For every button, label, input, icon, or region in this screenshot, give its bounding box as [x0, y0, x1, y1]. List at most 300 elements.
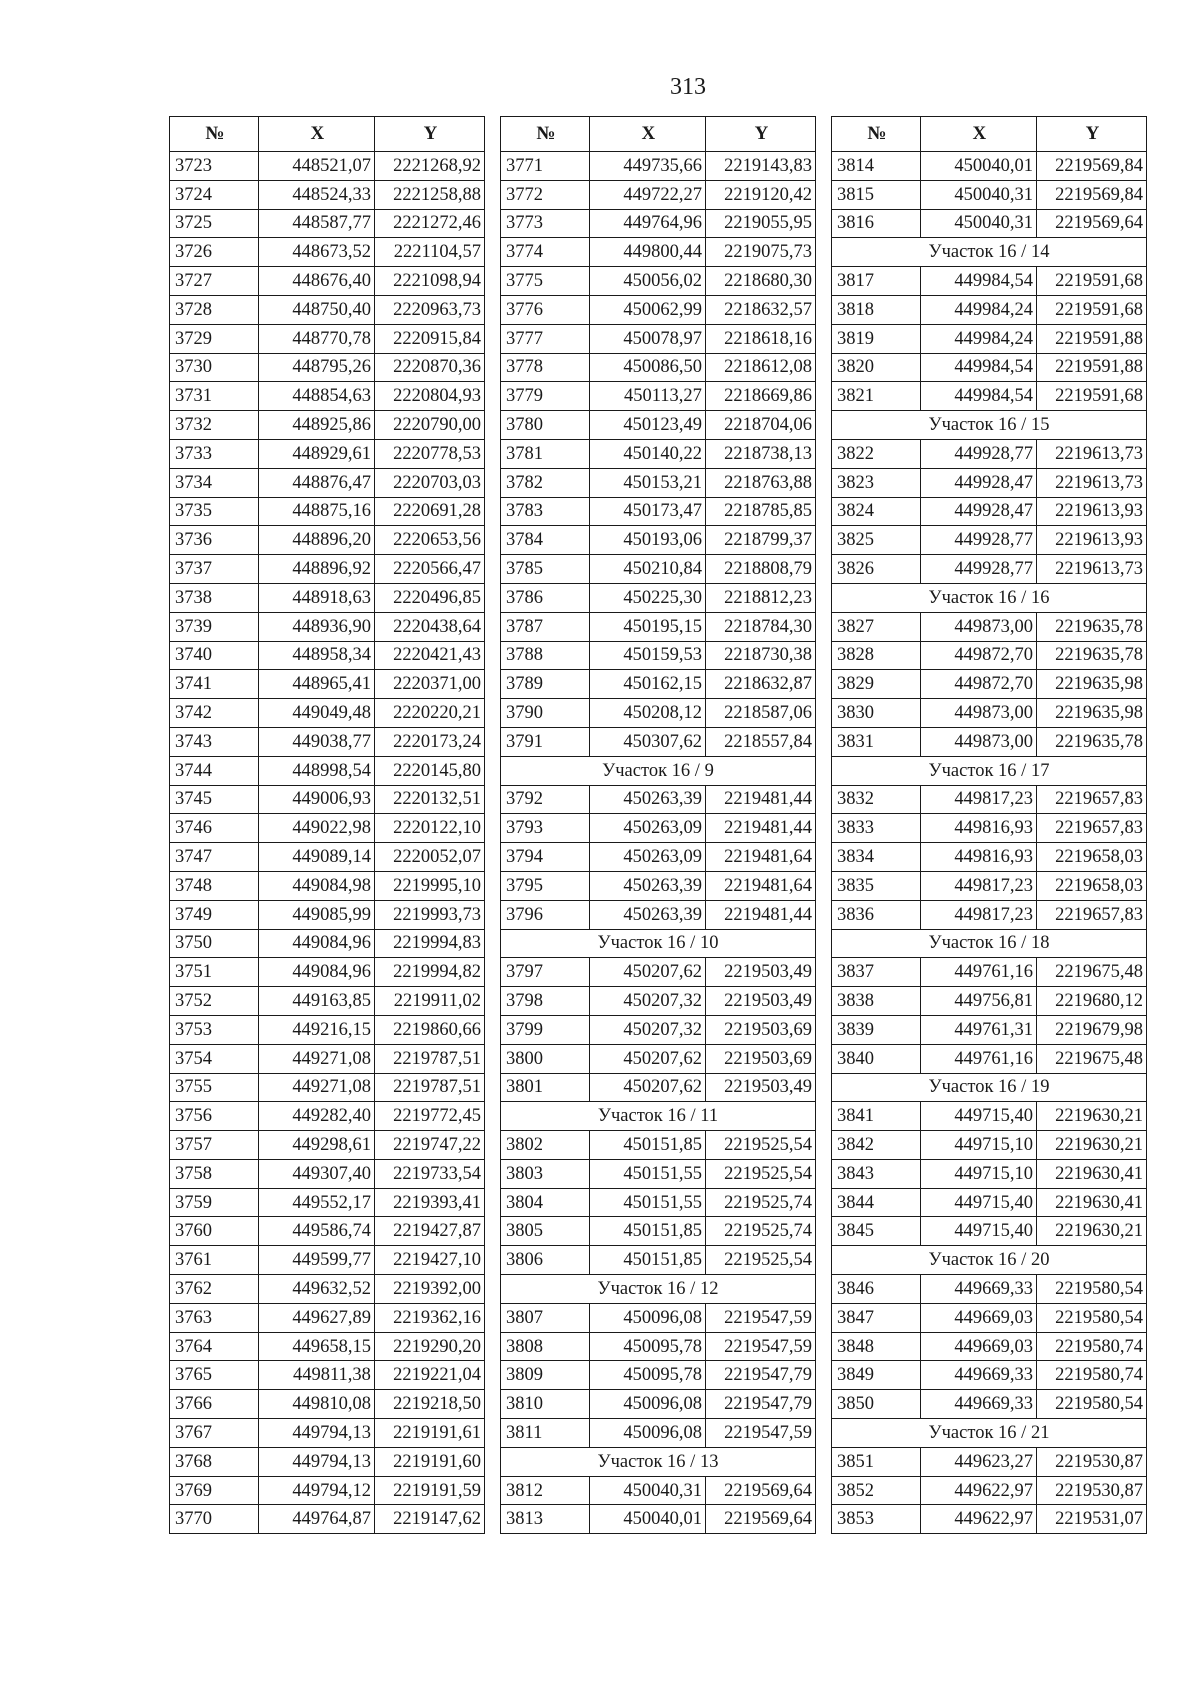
point-number-cell: 3736 [170, 526, 259, 555]
table-row [501, 699, 816, 728]
point-number-cell: 3751 [170, 958, 259, 987]
table-row [170, 670, 485, 699]
point-number-cell: 3845 [832, 1217, 921, 1246]
section-title: Участок 16 / 9 [501, 756, 816, 785]
point-number-cell: 3851 [832, 1447, 921, 1476]
table-row [832, 1447, 1147, 1476]
table-row [170, 814, 485, 843]
table-row [832, 670, 1147, 699]
y-coordinate-cell: 2220804,93 [374, 382, 484, 411]
point-number-cell: 3737 [170, 555, 259, 584]
table-row [501, 439, 816, 468]
x-coordinate-cell: 448965,41 [258, 670, 374, 699]
table-row [170, 843, 485, 872]
table-row [501, 1188, 816, 1217]
x-coordinate-cell: 450173,47 [589, 497, 705, 526]
table-row [832, 987, 1147, 1016]
table-row [170, 1361, 485, 1390]
x-coordinate-cell: 448998,54 [258, 756, 374, 785]
table-row [832, 382, 1147, 411]
table-row [170, 497, 485, 526]
table-row [501, 1044, 816, 1073]
table-row [170, 900, 485, 929]
x-coordinate-cell: 449163,85 [258, 987, 374, 1016]
y-coordinate-cell: 2220122,10 [374, 814, 484, 843]
y-coordinate-cell: 2219547,59 [705, 1332, 815, 1361]
x-coordinate-cell: 449761,16 [920, 1044, 1036, 1073]
x-coordinate-cell: 449984,24 [920, 295, 1036, 324]
y-coordinate-cell: 2218730,38 [705, 641, 815, 670]
table-row [832, 727, 1147, 756]
table-row [170, 439, 485, 468]
x-coordinate-cell: 448925,86 [258, 411, 374, 440]
section-title: Участок 16 / 10 [501, 929, 816, 958]
x-coordinate-cell: 449623,27 [920, 1447, 1036, 1476]
y-coordinate-cell: 2218763,88 [705, 468, 815, 497]
table-row [832, 526, 1147, 555]
x-coordinate-cell: 450040,31 [589, 1476, 705, 1505]
y-coordinate-cell: 2219055,95 [705, 209, 815, 238]
point-number-cell: 3744 [170, 756, 259, 785]
x-coordinate-cell: 449817,23 [920, 871, 1036, 900]
table-row [501, 1390, 816, 1419]
table-row [170, 1332, 485, 1361]
x-coordinate-cell: 449271,08 [258, 1073, 374, 1102]
point-number-cell: 3756 [170, 1102, 259, 1131]
table-row [832, 1505, 1147, 1534]
y-coordinate-cell: 2219635,98 [1036, 670, 1146, 699]
section-row [501, 756, 816, 785]
point-number-cell: 3849 [832, 1361, 921, 1390]
point-number-cell: 3831 [832, 727, 921, 756]
x-coordinate-cell: 450151,85 [589, 1246, 705, 1275]
x-coordinate-cell: 450151,85 [589, 1217, 705, 1246]
section-row [501, 1275, 816, 1304]
x-coordinate-cell: 449984,54 [920, 267, 1036, 296]
y-coordinate-cell: 2219675,48 [1036, 958, 1146, 987]
y-coordinate-cell: 2219613,93 [1036, 497, 1146, 526]
table-row [170, 1073, 485, 1102]
table-row [170, 1303, 485, 1332]
table-row [501, 1419, 816, 1448]
x-coordinate-cell: 448875,16 [258, 497, 374, 526]
x-coordinate-cell: 450307,62 [589, 727, 705, 756]
point-number-cell: 3752 [170, 987, 259, 1016]
y-coordinate-cell: 2219772,45 [374, 1102, 484, 1131]
point-number-cell: 3810 [501, 1390, 590, 1419]
x-coordinate-cell: 449715,10 [920, 1159, 1036, 1188]
point-number-cell: 3745 [170, 785, 259, 814]
table-row [501, 583, 816, 612]
x-coordinate-cell: 448750,40 [258, 295, 374, 324]
table-row [501, 1015, 816, 1044]
table-row [501, 987, 816, 1016]
x-coordinate-cell: 450193,06 [589, 526, 705, 555]
y-coordinate-cell: 2219630,21 [1036, 1217, 1146, 1246]
y-coordinate-cell: 2218669,86 [705, 382, 815, 411]
point-number-cell: 3746 [170, 814, 259, 843]
table-row [832, 1102, 1147, 1131]
y-coordinate-cell: 2219503,49 [705, 1073, 815, 1102]
point-number-cell: 3819 [832, 324, 921, 353]
x-coordinate-cell: 450225,30 [589, 583, 705, 612]
x-coordinate-cell: 449085,99 [258, 900, 374, 929]
y-coordinate-cell: 2219547,79 [705, 1361, 815, 1390]
point-number-cell: 3759 [170, 1188, 259, 1217]
table-row [170, 1188, 485, 1217]
y-coordinate-cell: 2220220,21 [374, 699, 484, 728]
point-number-cell: 3791 [501, 727, 590, 756]
point-number-cell: 3735 [170, 497, 259, 526]
y-coordinate-cell: 2218680,30 [705, 267, 815, 296]
table-row [501, 612, 816, 641]
x-coordinate-cell: 449928,77 [920, 439, 1036, 468]
x-coordinate-cell: 450140,22 [589, 439, 705, 468]
table-row [501, 180, 816, 209]
x-coordinate-cell: 450040,31 [920, 180, 1036, 209]
table-row [501, 497, 816, 526]
coordinate-table-2 [500, 116, 816, 1534]
x-coordinate-cell: 450056,02 [589, 267, 705, 296]
point-number-cell: 3843 [832, 1159, 921, 1188]
table-row [170, 987, 485, 1016]
table-header-row [170, 117, 485, 152]
point-number-cell: 3815 [832, 180, 921, 209]
table-row [832, 1015, 1147, 1044]
point-number-cell: 3834 [832, 843, 921, 872]
x-coordinate-cell: 449669,33 [920, 1275, 1036, 1304]
table-row [501, 785, 816, 814]
point-number-cell: 3730 [170, 353, 259, 382]
y-coordinate-cell: 2219569,64 [705, 1476, 815, 1505]
x-coordinate-cell: 450096,08 [589, 1419, 705, 1448]
table-row [832, 785, 1147, 814]
y-coordinate-cell: 2219630,41 [1036, 1159, 1146, 1188]
point-number-cell: 3833 [832, 814, 921, 843]
point-number-cell: 3813 [501, 1505, 590, 1534]
y-coordinate-cell: 2220566,47 [374, 555, 484, 584]
point-number-cell: 3822 [832, 439, 921, 468]
point-number-cell: 3829 [832, 670, 921, 699]
point-number-cell: 3757 [170, 1131, 259, 1160]
table-row [170, 267, 485, 296]
y-coordinate-cell: 2218704,06 [705, 411, 815, 440]
x-coordinate-cell: 449658,15 [258, 1332, 374, 1361]
x-coordinate-cell: 448896,20 [258, 526, 374, 555]
x-coordinate-cell: 448854,63 [258, 382, 374, 411]
point-number-cell: 3743 [170, 727, 259, 756]
point-number-cell: 3773 [501, 209, 590, 238]
point-number-cell: 3785 [501, 555, 590, 584]
point-number-cell: 3747 [170, 843, 259, 872]
table-row [501, 295, 816, 324]
table-row [501, 1073, 816, 1102]
point-number-cell: 3769 [170, 1476, 259, 1505]
section-title: Участок 16 / 20 [832, 1246, 1147, 1275]
table-row [170, 324, 485, 353]
table-row [832, 267, 1147, 296]
y-coordinate-cell: 2219075,73 [705, 238, 815, 267]
y-coordinate-cell: 2219191,60 [374, 1447, 484, 1476]
section-title: Участок 16 / 12 [501, 1275, 816, 1304]
table-row [501, 670, 816, 699]
table-row [170, 871, 485, 900]
table-row [832, 1131, 1147, 1160]
table-row [501, 1217, 816, 1246]
y-coordinate-cell: 2219591,68 [1036, 382, 1146, 411]
point-number-cell: 3723 [170, 152, 259, 181]
point-number-cell: 3775 [501, 267, 590, 296]
table-row [832, 814, 1147, 843]
point-number-cell: 3853 [832, 1505, 921, 1534]
y-coordinate-cell: 2219613,73 [1036, 468, 1146, 497]
point-number-cell: 3777 [501, 324, 590, 353]
table-row [170, 1159, 485, 1188]
section-row [832, 1073, 1147, 1102]
x-coordinate-cell: 450095,78 [589, 1332, 705, 1361]
table-row [501, 353, 816, 382]
table-row [832, 497, 1147, 526]
table-row [832, 1044, 1147, 1073]
point-number-cell: 3765 [170, 1361, 259, 1390]
point-number-cell: 3786 [501, 583, 590, 612]
table-row [501, 814, 816, 843]
y-coordinate-cell: 2220052,07 [374, 843, 484, 872]
point-number-cell: 3789 [501, 670, 590, 699]
y-coordinate-cell: 2219503,69 [705, 1015, 815, 1044]
x-coordinate-cell: 449084,98 [258, 871, 374, 900]
x-coordinate-cell: 448770,78 [258, 324, 374, 353]
table-row [170, 555, 485, 584]
table-row [170, 180, 485, 209]
y-coordinate-cell: 2218808,79 [705, 555, 815, 584]
y-coordinate-cell: 2220778,53 [374, 439, 484, 468]
point-number-cell: 3764 [170, 1332, 259, 1361]
x-coordinate-cell: 449761,16 [920, 958, 1036, 987]
x-coordinate-cell: 450207,62 [589, 958, 705, 987]
table-row [170, 353, 485, 382]
table-row [832, 612, 1147, 641]
point-number-cell: 3750 [170, 929, 259, 958]
table-row [832, 900, 1147, 929]
section-title: Участок 16 / 13 [501, 1447, 816, 1476]
point-number-cell: 3852 [832, 1476, 921, 1505]
table-row [170, 468, 485, 497]
point-number-cell: 3768 [170, 1447, 259, 1476]
point-number-cell: 3727 [170, 267, 259, 296]
y-coordinate-cell: 2219680,12 [1036, 987, 1146, 1016]
x-coordinate-cell: 450151,85 [589, 1131, 705, 1160]
section-row [832, 1246, 1147, 1275]
x-coordinate-cell: 449622,97 [920, 1505, 1036, 1534]
point-number-cell: 3779 [501, 382, 590, 411]
x-coordinate-cell: 449872,70 [920, 670, 1036, 699]
section-title: Участок 16 / 19 [832, 1073, 1147, 1102]
y-coordinate-cell: 2219613,73 [1036, 555, 1146, 584]
y-coordinate-cell: 2219679,98 [1036, 1015, 1146, 1044]
table-row [501, 526, 816, 555]
table-row [501, 1361, 816, 1390]
y-coordinate-cell: 2218612,08 [705, 353, 815, 382]
x-coordinate-cell: 448795,26 [258, 353, 374, 382]
y-coordinate-cell: 2219994,82 [374, 958, 484, 987]
point-number-cell: 3841 [832, 1102, 921, 1131]
y-coordinate-cell: 2218799,37 [705, 526, 815, 555]
y-coordinate-cell: 2219658,03 [1036, 871, 1146, 900]
x-coordinate-cell: 449764,96 [589, 209, 705, 238]
x-coordinate-cell: 449735,66 [589, 152, 705, 181]
table-row [501, 1505, 816, 1534]
x-coordinate-cell: 449049,48 [258, 699, 374, 728]
y-coordinate-cell: 2219569,64 [705, 1505, 815, 1534]
y-coordinate-cell: 2220963,73 [374, 295, 484, 324]
point-number-cell: 3742 [170, 699, 259, 728]
x-coordinate-cell: 449761,31 [920, 1015, 1036, 1044]
coordinate-table-3 [831, 116, 1147, 1534]
x-coordinate-cell: 450210,84 [589, 555, 705, 584]
point-number-cell: 3734 [170, 468, 259, 497]
x-coordinate-cell: 450096,08 [589, 1303, 705, 1332]
y-coordinate-cell: 2219657,83 [1036, 814, 1146, 843]
y-coordinate-cell: 2219860,66 [374, 1015, 484, 1044]
table-row [170, 1246, 485, 1275]
x-coordinate-cell: 450153,21 [589, 468, 705, 497]
y-coordinate-cell: 2219580,54 [1036, 1303, 1146, 1332]
table-row [170, 1015, 485, 1044]
y-coordinate-cell: 2219547,79 [705, 1390, 815, 1419]
y-coordinate-cell: 2220421,43 [374, 641, 484, 670]
y-coordinate-cell: 2219481,44 [705, 814, 815, 843]
x-coordinate-cell: 449928,77 [920, 555, 1036, 584]
y-coordinate-cell: 2219630,21 [1036, 1131, 1146, 1160]
y-coordinate-cell: 2219994,83 [374, 929, 484, 958]
x-coordinate-cell: 450263,09 [589, 814, 705, 843]
y-coordinate-cell: 2219525,74 [705, 1217, 815, 1246]
table-row [832, 152, 1147, 181]
point-number-cell: 3812 [501, 1476, 590, 1505]
x-coordinate-cell: 449794,12 [258, 1476, 374, 1505]
x-coordinate-cell: 450207,32 [589, 1015, 705, 1044]
point-number-cell: 3802 [501, 1131, 590, 1160]
y-coordinate-cell: 2219911,02 [374, 987, 484, 1016]
point-number-cell: 3780 [501, 411, 590, 440]
table-row [501, 555, 816, 584]
y-coordinate-cell: 2219580,54 [1036, 1275, 1146, 1304]
y-coordinate-cell: 2218632,87 [705, 670, 815, 699]
x-coordinate-cell: 449586,74 [258, 1217, 374, 1246]
x-coordinate-cell: 450096,08 [589, 1390, 705, 1419]
x-coordinate-cell: 449669,03 [920, 1303, 1036, 1332]
point-number-cell: 3739 [170, 612, 259, 641]
section-row [501, 929, 816, 958]
x-coordinate-cell: 449307,40 [258, 1159, 374, 1188]
x-coordinate-cell: 450040,31 [920, 209, 1036, 238]
column-header-y: Y [705, 117, 815, 152]
table-row [501, 900, 816, 929]
point-number-cell: 3839 [832, 1015, 921, 1044]
table-row [832, 958, 1147, 987]
x-coordinate-cell: 449756,81 [920, 987, 1036, 1016]
y-coordinate-cell: 2219995,10 [374, 871, 484, 900]
table-row [170, 1102, 485, 1131]
y-coordinate-cell: 2219547,59 [705, 1419, 815, 1448]
point-number-cell: 3755 [170, 1073, 259, 1102]
y-coordinate-cell: 2219525,54 [705, 1159, 815, 1188]
y-coordinate-cell: 2219427,10 [374, 1246, 484, 1275]
point-number-cell: 3741 [170, 670, 259, 699]
point-number-cell: 3814 [832, 152, 921, 181]
point-number-cell: 3821 [832, 382, 921, 411]
y-coordinate-cell: 2219392,00 [374, 1275, 484, 1304]
x-coordinate-cell: 449089,14 [258, 843, 374, 872]
table-row [832, 324, 1147, 353]
table-row [832, 1217, 1147, 1246]
table-row [501, 958, 816, 987]
y-coordinate-cell: 2220915,84 [374, 324, 484, 353]
y-coordinate-cell: 2219569,64 [1036, 209, 1146, 238]
column-header-y: Y [374, 117, 484, 152]
point-number-cell: 3828 [832, 641, 921, 670]
y-coordinate-cell: 2219787,51 [374, 1073, 484, 1102]
x-coordinate-cell: 449817,23 [920, 785, 1036, 814]
point-number-cell: 3816 [832, 209, 921, 238]
column-header-y: Y [1036, 117, 1146, 152]
x-coordinate-cell: 450151,55 [589, 1159, 705, 1188]
x-coordinate-cell: 449669,33 [920, 1390, 1036, 1419]
table-row [170, 526, 485, 555]
point-number-cell: 3738 [170, 583, 259, 612]
x-coordinate-cell: 450062,99 [589, 295, 705, 324]
point-number-cell: 3848 [832, 1332, 921, 1361]
x-coordinate-cell: 450207,62 [589, 1073, 705, 1102]
table-row [501, 1332, 816, 1361]
x-coordinate-cell: 449006,93 [258, 785, 374, 814]
column-header-number: № [501, 117, 590, 152]
table-row [170, 929, 485, 958]
x-coordinate-cell: 448936,90 [258, 612, 374, 641]
point-number-cell: 3823 [832, 468, 921, 497]
x-coordinate-cell: 448929,61 [258, 439, 374, 468]
y-coordinate-cell: 2219569,84 [1036, 180, 1146, 209]
y-coordinate-cell: 2220790,00 [374, 411, 484, 440]
point-number-cell: 3842 [832, 1131, 921, 1160]
x-coordinate-cell: 449722,27 [589, 180, 705, 209]
table-row [501, 238, 816, 267]
x-coordinate-cell: 449984,54 [920, 353, 1036, 382]
point-number-cell: 3805 [501, 1217, 590, 1246]
x-coordinate-cell: 448587,77 [258, 209, 374, 238]
point-number-cell: 3832 [832, 785, 921, 814]
y-coordinate-cell: 2219530,87 [1036, 1447, 1146, 1476]
table-row [832, 439, 1147, 468]
y-coordinate-cell: 2219580,74 [1036, 1332, 1146, 1361]
table-row [501, 267, 816, 296]
x-coordinate-cell: 448958,34 [258, 641, 374, 670]
point-number-cell: 3761 [170, 1246, 259, 1275]
table-row [501, 468, 816, 497]
x-coordinate-cell: 448673,52 [258, 238, 374, 267]
point-number-cell: 3806 [501, 1246, 590, 1275]
table-row [832, 468, 1147, 497]
y-coordinate-cell: 2218738,13 [705, 439, 815, 468]
section-title: Участок 16 / 21 [832, 1419, 1147, 1448]
y-coordinate-cell: 2218785,85 [705, 497, 815, 526]
point-number-cell: 3767 [170, 1419, 259, 1448]
point-number-cell: 3826 [832, 555, 921, 584]
table-row [501, 871, 816, 900]
table-row [170, 785, 485, 814]
y-coordinate-cell: 2219525,54 [705, 1246, 815, 1275]
